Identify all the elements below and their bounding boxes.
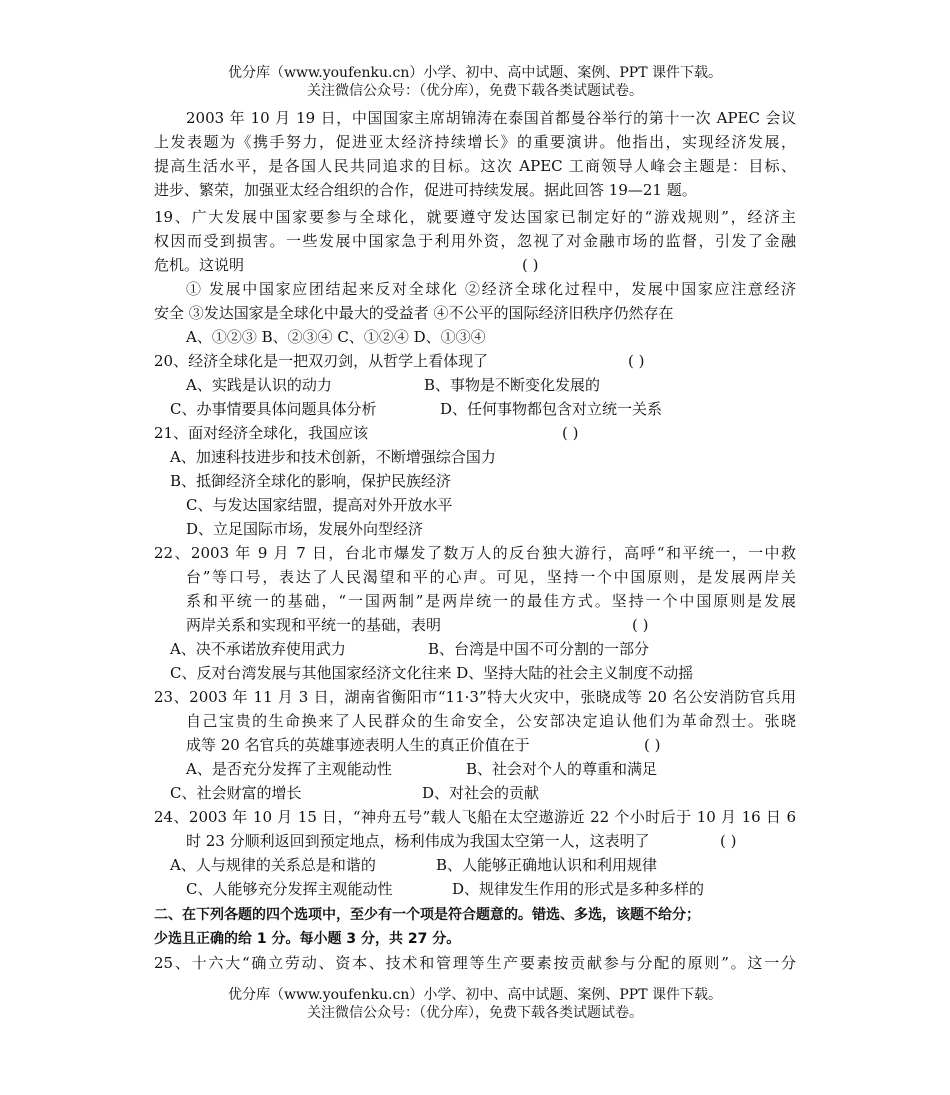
q20-answer-paren: ( ) xyxy=(628,352,645,370)
intro-line-3: 提高生活水平，是各国人民共同追求的目标。这次 APEC 工商领导人峰会主题是：目标、 xyxy=(154,157,796,175)
q22-stem-line-3: 系和平统一的基础，“一国两制”是两岸统一的最佳方式。坚持一个中国原则是发展 xyxy=(186,592,796,610)
q20-option-a: A、实践是认识的动力 xyxy=(186,376,332,394)
q22-stem-line-4: 两岸关系和实现和平统一的基础，表明 xyxy=(186,616,442,634)
q21-option-a: A、加速科技进步和技术创新，不断增强综合国力 xyxy=(170,448,496,466)
footer-line-1: 优分库（www.youfenku.cn）小学、初中、高中试题、案例、PPT 课件下载。 xyxy=(227,987,722,1003)
q19-stem-line-1: 19、广大发展中国家要参与全球化，就要遵守发达国家已制定好的“游戏规则”，经济主 xyxy=(154,208,796,226)
q22-option-a: A、决不承诺放弃使用武力 xyxy=(170,640,346,658)
q21-option-d: D、立足国际市场，发展外向型经济 xyxy=(186,520,424,538)
intro-line-2: 上发表题为《携手努力，促进亚太经济持续增长》的重要演讲。他指出，实现经济发展， xyxy=(154,133,796,151)
q23-stem-line-1: 23、2003 年 11 月 3 日，湖南省衡阳市“11·3”特大火灾中，张晓成等 20 名公安消防官兵用 xyxy=(154,688,796,706)
q21-stem: 21、面对经济全球化，我国应该 xyxy=(154,424,369,442)
section-2-heading-line-1: 二、在下列各题的四个选项中，至少有一个项是符合题意的。错选、多选，该题不给分； xyxy=(154,907,700,923)
q23-stem-line-2: 自己宝贵的生命换来了人民群众的生命安全，公安部决定追认他们为革命烈士。张晓 xyxy=(186,712,796,730)
q24-stem-line-1: 24、2003 年 10 月 15 日，“神舟五号”载人飞船在太空遨游近 22 个小时后于 10 月 16 日 6 xyxy=(154,808,796,826)
q19-answer-paren: ( ) xyxy=(522,256,539,274)
q22-option-cd: C、反对台湾发展与其他国家经济文化往来 D、坚持大陆的社会主义制度不动摇 xyxy=(170,664,694,682)
q24-option-c: C、人能够充分发挥主观能动性 xyxy=(186,880,393,898)
q23-option-d: D、对社会的贡献 xyxy=(422,784,540,802)
q23-answer-paren: ( ) xyxy=(644,736,661,754)
q25-stem-line-1: 25、十六大“确立劳动、资本、技术和管理等生产要素按贡献参与分配的原则”。这一分 xyxy=(154,954,796,972)
intro-line-1: 2003 年 10 月 19 日，中国国家主席胡锦涛在泰国首都曼谷举行的第十一次 APEC 会议 xyxy=(186,109,796,127)
q21-answer-paren: ( ) xyxy=(562,424,579,442)
q24-option-b: B、人能够正确地认识和利用规律 xyxy=(436,856,658,874)
q20-option-d: D、任何事物都包含对立统一关系 xyxy=(440,400,663,418)
q20-option-b: B、事物是不断变化发展的 xyxy=(424,376,601,394)
q19-stem-line-3: 危机。这说明 xyxy=(154,256,245,274)
q24-option-d: D、规律发生作用的形式是多种多样的 xyxy=(452,880,705,898)
q22-stem-line-1: 22、2003 年 9 月 7 日，台北市爆发了数万人的反台独大游行，高呼“和平统一，一中救 xyxy=(154,544,796,562)
q23-stem-line-3: 成等 20 名官兵的英雄事迹表明人生的真正价值在于 xyxy=(186,736,530,754)
header-line-2: 关注微信公众号：（优分库），免费下载各类试题试卷。 xyxy=(307,83,643,99)
q20-option-c: C、办事情要具体问题具体分析 xyxy=(170,400,377,418)
footer-line-2: 关注微信公众号：（优分库），免费下载各类试题试卷。 xyxy=(307,1005,643,1021)
q24-option-a: A、人与规律的关系总是和谐的 xyxy=(170,856,376,874)
q23-option-b: B、社会对个人的尊重和满足 xyxy=(466,760,658,778)
q23-option-c: C、社会财富的增长 xyxy=(170,784,302,802)
q19-stem-line-2: 权因而受到损害。一些发展中国家急于利用外资，忽视了对金融市场的监督，引发了金融 xyxy=(154,232,796,250)
intro-line-4: 进步、繁荣，加强亚太经合组织的合作，促进可持续发展。据此回答 19—21 题。 xyxy=(154,181,697,199)
q23-option-a: A、是否充分发挥了主观能动性 xyxy=(186,760,392,778)
q20-stem: 20、经济全球化是一把双刃剑，从哲学上看体现了 xyxy=(154,352,489,370)
header-line-1: 优分库（www.youfenku.cn）小学、初中、高中试题、案例、PPT 课件下载。 xyxy=(227,65,722,81)
q21-option-b: B、抵御经济全球化的影响，保护民族经济 xyxy=(170,472,452,490)
q24-stem-line-2: 时 23 分顺利返回到预定地点，杨利伟成为我国太空第一人，这表明了 xyxy=(186,832,650,850)
q22-option-b: B、台湾是中国不可分割的一部分 xyxy=(428,640,650,658)
q19-statement-line-2: 安全 ③发达国家是全球化中最大的受益者 ④不公平的国际经济旧秩序仍然存在 xyxy=(154,304,674,322)
q19-options: A、①②③ B、②③④ C、①②④ D、①③④ xyxy=(186,328,486,346)
q21-option-c: C、与发达国家结盟，提高对外开放水平 xyxy=(186,496,453,514)
q19-statement-line-1: ① 发展中国家应团结起来反对全球化 ②经济全球化过程中，发展中国家应注意经济 xyxy=(186,280,796,298)
q22-answer-paren: ( ) xyxy=(632,616,649,634)
q24-answer-paren: ( ) xyxy=(720,832,737,850)
section-2-heading-line-2: 少选且正确的给 1 分。每小题 3 分，共 27 分。 xyxy=(154,931,461,947)
q22-stem-line-2: 台”等口号，表达了人民渴望和平的心声。可见，坚持一个中国原则，是发展两岸关 xyxy=(186,568,796,586)
